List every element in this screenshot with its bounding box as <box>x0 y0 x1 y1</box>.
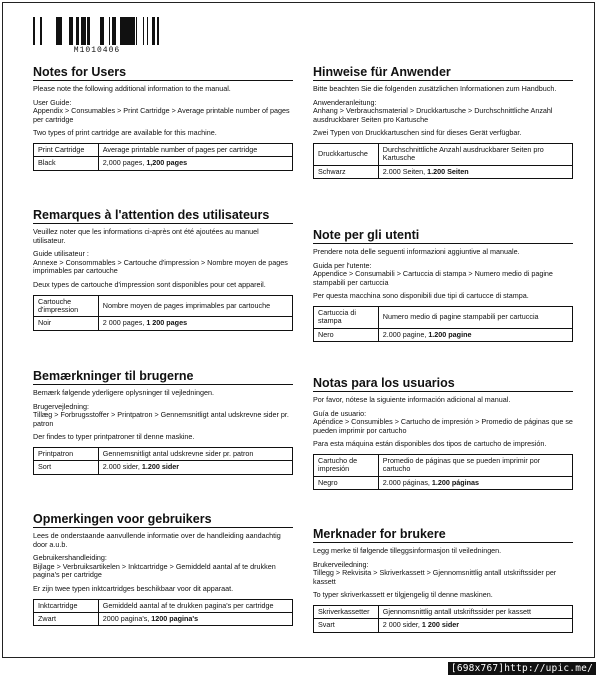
section-title: Opmerkingen voor gebruikers <box>33 512 293 528</box>
yield-standard: 2.000 sider, <box>102 462 142 472</box>
yield-standard: 2.000 páginas, <box>382 477 432 487</box>
barcode <box>33 17 161 55</box>
table-cell-color: Sort <box>34 461 99 474</box>
types-line: Deux types de cartouche d'impression sont disponibles pour cet appareil. <box>33 279 266 289</box>
section-title: Note per gli utenti <box>313 228 573 244</box>
yield-bold: 1.200 Seiten <box>427 166 469 176</box>
section-it <box>313 228 573 342</box>
section-intro: Bemærk følgende yderligere oplysninger til vejledningen. <box>33 388 214 397</box>
yield-bold: 1.200 pagine <box>428 329 472 339</box>
section-intro: Lees de onderstaande aanvullende informatie over de handleiding aandachtig door a.u.b. <box>33 531 281 549</box>
table-header-cartridge: Skriverkassetter <box>314 605 379 618</box>
yield-standard: 2.000 pagine, <box>382 329 429 339</box>
types-line: Two types of print cartridge are available for this machine. <box>33 128 217 138</box>
guide-label: User Guide: <box>33 97 72 107</box>
table-header-pages: Promedio de páginas que se pueden imprimir por cartucho <box>378 454 572 476</box>
table-header-cartridge: Cartuccia di stampa <box>314 306 379 328</box>
table-cell-color: Schwarz <box>314 165 379 178</box>
section-title: Bemærkninger til brugerne <box>33 369 293 385</box>
table-cell-yield <box>98 612 292 625</box>
section-title: Notes for Users <box>33 65 293 81</box>
yield-standard: 2,000 pages, <box>102 158 147 168</box>
section-fr <box>33 208 293 331</box>
table-header-cartridge: Cartucho de impresión <box>314 454 379 476</box>
table-header-cartridge: Cartouche d'impression <box>34 295 99 317</box>
cartridge-table <box>313 454 573 490</box>
table-cell-yield <box>378 328 572 341</box>
table-header-pages: Numero medio di pagine stampabili per cartuccia <box>378 306 572 328</box>
table-header-pages: Durchschnittliche Anzahl ausdruckbarer Seiten pro Kartusche <box>378 143 572 165</box>
guide-label: Brugervejledning: <box>33 401 89 411</box>
table-header-pages: Gennemsnitligt antal udskrevne sider pr. patron <box>98 447 292 460</box>
types-line: Para esta máquina están disponibles dos tipos de cartucho de impresión. <box>313 439 547 449</box>
types-line: Zwei Typen von Druckkartuschen sind für dieses Gerät verfügbar. <box>313 128 522 138</box>
yield-standard: 2000 pagina's, <box>102 613 152 623</box>
section-title: Remarques à l'attention des utilisateurs <box>33 208 293 224</box>
yield-bold: 1.200 páginas <box>431 477 480 487</box>
table-cell-yield <box>378 619 572 632</box>
table-cell-yield <box>378 476 572 489</box>
section-title: Notas para los usuarios <box>313 376 573 392</box>
yield-bold: 1 200 pages <box>146 318 188 328</box>
document-page <box>2 2 595 658</box>
section-es <box>313 376 573 490</box>
yield-bold: 1,200 pages <box>146 158 188 168</box>
table-header-cartridge: Druckkartusche <box>314 143 379 165</box>
section-title: Merknader for brukere <box>313 527 573 543</box>
guide-label: Guida per l'utente: <box>313 260 372 270</box>
table-cell-color: Zwart <box>34 612 99 625</box>
table-header-pages: Average printable number of pages per cartridge <box>98 143 292 156</box>
section-da <box>33 369 293 475</box>
guide-path: Apéndice > Consumibles > Cartucho de impresión > Promedio de páginas que se pueden imprimir por cartucho <box>313 417 573 435</box>
cartridge-table <box>33 143 293 171</box>
cartridge-table <box>33 295 293 331</box>
section-intro: Prendere nota delle seguenti informazioni aggiuntive al manuale. <box>313 247 520 256</box>
table-header-cartridge: Printpatron <box>34 447 99 460</box>
section-de <box>313 65 573 179</box>
table-cell-color: Nero <box>314 328 379 341</box>
barcode-bars-icon <box>33 17 161 45</box>
table-header-pages: Gemiddeld aantal af te drukken pagina's per cartridge <box>98 599 292 612</box>
table-cell-color: Negro <box>314 476 379 489</box>
guide-path: Tillegg > Rekvisita > Skriverkassett > Gjennomsnittlig antall utskriftssider per kassett <box>313 568 557 586</box>
section-intro: Por favor, nótese la siguiente información adicional al manual. <box>313 395 511 404</box>
guide-path: Appendix > Consumables > Print Cartridge > Average printable number of pages per cartridge <box>33 106 290 124</box>
guide-label: Brukerveiledning: <box>313 559 369 569</box>
table-cell-color: Svart <box>314 619 379 632</box>
table-header-pages: Nombre moyen de pages imprimables par cartouche <box>98 295 292 317</box>
section-intro: Bitte beachten Sie die folgenden zusätzlichen Informationen zum Handbuch. <box>313 84 557 93</box>
barcode-number: M1010406 <box>73 46 121 55</box>
cartridge-table <box>33 599 293 627</box>
cartridge-table <box>313 143 573 179</box>
table-cell-yield <box>378 165 572 178</box>
yield-bold: 1.200 sider <box>141 462 180 472</box>
guide-label: Gebruikershandleiding: <box>33 553 107 563</box>
section-no <box>313 527 573 633</box>
cartridge-table <box>33 447 293 475</box>
guide-path: Appendice > Consumabili > Cartuccia di stampa > Numero medio di pagine stampabili per cartuccia <box>313 269 553 287</box>
section-en <box>33 65 293 171</box>
section-nl <box>33 512 293 626</box>
types-line: To typer skriverkassett er tilgjengelig til denne maskinen. <box>313 590 493 600</box>
yield-bold: 1 200 sider <box>421 620 460 630</box>
section-intro: Veuillez noter que les informations ci-après ont été ajoutées au manuel utilisateur. <box>33 227 259 245</box>
table-cell-yield <box>98 157 292 170</box>
table-header-cartridge: Print Cartridge <box>34 143 99 156</box>
guide-path: Annexe > Consommables > Cartouche d'impression > Nombre moyen de pages imprimables par cartouche <box>33 257 288 276</box>
section-intro: Please note the following additional information to the manual. <box>33 84 231 93</box>
types-line: Per questa macchina sono disponibili due tipi di cartucce di stampa. <box>313 291 529 301</box>
cartridge-table <box>313 605 573 633</box>
types-line: Er zijn twee typen inktcartridges beschikbaar voor dit apparaat. <box>33 583 234 593</box>
table-cell-yield <box>98 461 292 474</box>
yield-standard: 2 000 sider, <box>382 620 422 630</box>
section-title: Hinweise für Anwender <box>313 65 573 81</box>
table-cell-color: Noir <box>34 317 99 330</box>
guide-path: Tillæg > Forbrugsstoffer > Printpatron > Gennemsnitligt antal udskrevne sider pr. patron <box>33 410 289 428</box>
section-intro: Legg merke til følgende tilleggsinformasjon til veiledningen. <box>313 546 502 555</box>
watermark-footer: [698x767]http://upic.me/ <box>448 662 596 675</box>
types-line: Der findes to typer printpatroner til denne maskine. <box>33 432 195 442</box>
guide-label: Guide utilisateur : <box>33 249 89 259</box>
yield-bold: 1200 pagina's <box>151 613 199 623</box>
table-header-cartridge: Inktcartridge <box>34 599 99 612</box>
cartridge-table <box>313 306 573 342</box>
guide-path: Bijlage > Verbruiksartikelen > Inktcartridge > Gemiddeld aantal af te drukken pagina's per cartridge <box>33 561 276 580</box>
table-cell-color: Black <box>34 157 99 170</box>
guide-label: Guía de usuario: <box>313 408 367 418</box>
yield-standard: 2.000 Seiten, <box>382 166 428 176</box>
guide-label: Anwenderanleitung: <box>313 97 377 107</box>
table-header-pages: Gjennomsnittlig antall utskriftssider per kassett <box>378 605 572 618</box>
yield-standard: 2 000 pages, <box>102 318 147 328</box>
guide-path: Anhang > Verbrauchsmaterial > Druckkartusche > Durchschnittliche Anzahl ausdruckbarer Seiten pro Kartusche <box>313 106 553 124</box>
table-cell-yield <box>98 317 292 330</box>
